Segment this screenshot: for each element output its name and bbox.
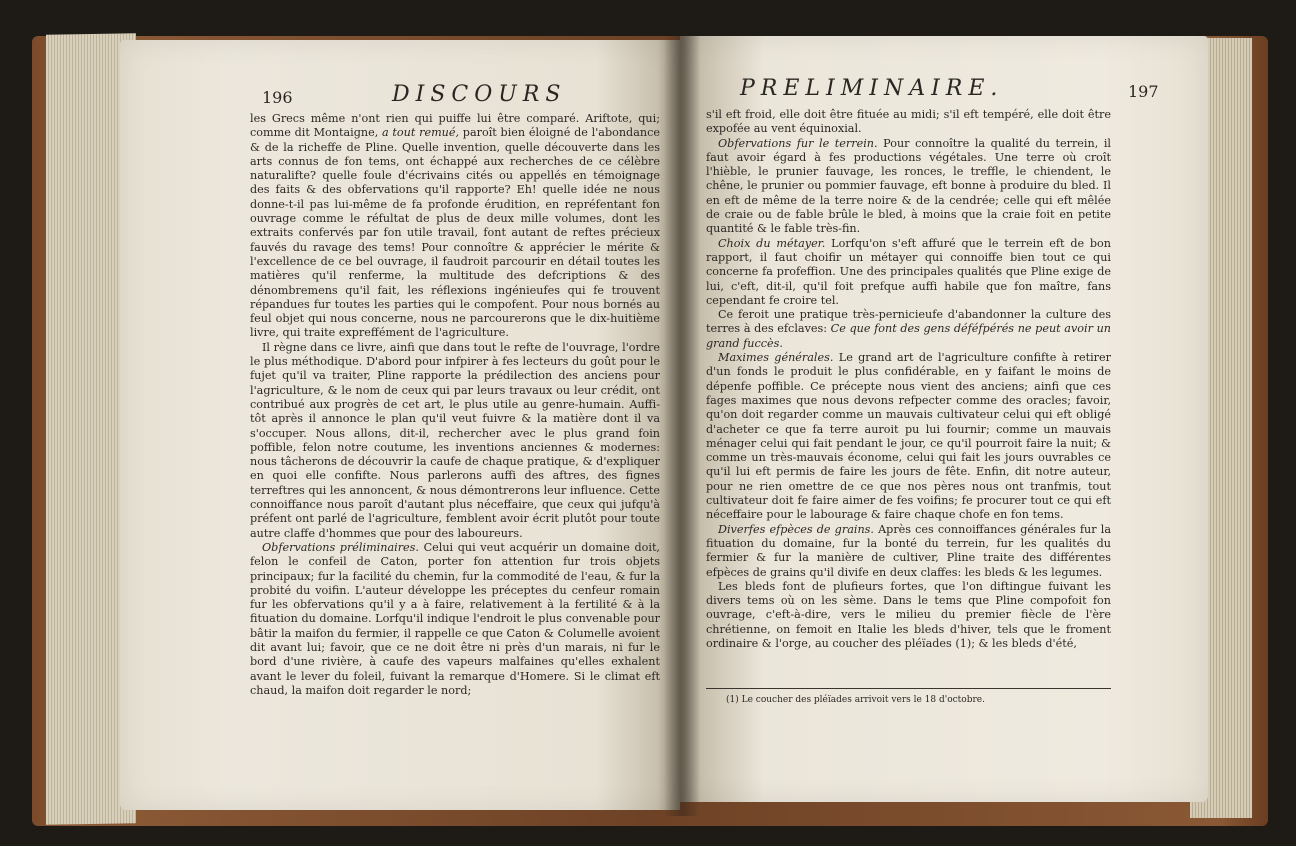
paragraph — [706, 237, 1111, 308]
italic-text: Choix du métayer. — [718, 236, 826, 250]
text-run: Le grand art de l'agriculture confifte à retirer d'un fonds le produit le plus confidérable, en y faifant le moins de dépenfe poffible. Ce précepte nous vient des anciens; ainfi que ces fages maximes que nous devons refpecter comme des oracles; favoir, qu'on doit regarder comme un mauvais cultivateur celui qui eft obligé d'acheter ce que fa terre auroit pu lui fournir; comme un mauvais ménager celui qui fait pendant le jour, ce qu'il pourroit faire la nuit; & comme un très-mauvais économe, celui qui fait les jours ouvrables ce qu'il lui eft permis de faire les jours de fête. Enfin, dit notre auteur, pour ne rien omettre de ce que nos pères nous ont tranfmis, tout cultivateur doit fe faire aimer de fes voifins; fe procurer tout ce qui eft néceffaire pour le labourage & faire chaque chofe en fon tems. — [706, 351, 1111, 522]
gutter-shadow — [664, 36, 700, 816]
paragraph — [250, 112, 660, 341]
running-head: DISCOURS — [392, 82, 567, 107]
left-page — [120, 40, 680, 810]
footnote-rule — [706, 688, 1111, 689]
text-run: Lorfqu'on s'eft affuré que le terrein eft de bon rapport, il faut choifir un métayer qui connoiffe bien tout ce qui concerne fa profeffion. Une des principales qualités que Pline exige de lui, c'eft, dit-il, qu'il foit prefque auffi habile que fon maître, fans cependant fe croire tel. — [706, 236, 1112, 307]
body-text — [250, 112, 660, 698]
text-run: Pour connoître la qualité du terrein, il faut avoir égard à fes productions végétales. Une terre où croît l'hièble, le prunier fauvage, les ronces, le treffle, le chiendent, le chêne, le prunier ou pommier fauvage, eft bonne à produire du bled. Il en eft de même de la terre noire & de la cendrée; celle qui eft mêlée de craie ou de fable brûle le bled, à moins que la craie foit en petite quantité & le fable très-fin. — [706, 136, 1111, 236]
italic-text: Ce que font des gens déféfpérés ne peut avoir un grand fuccès. — [706, 322, 1111, 350]
paragraph — [706, 108, 1111, 137]
body-text — [706, 108, 1111, 651]
paragraph — [706, 137, 1111, 237]
paragraph — [706, 580, 1111, 651]
text-run: les Grecs même n'ont rien qui puiffe lui être comparé. Ariftote, qui; comme dit Montaigne, — [250, 112, 660, 140]
text-run: s'il eft froid, elle doit être fituée au midi; s'il eft tempéré, elle doit être expofée au vent équinoxial. — [706, 108, 1111, 136]
paragraph — [250, 541, 660, 698]
page-number: 197 — [1128, 82, 1159, 101]
paragraph — [706, 523, 1111, 580]
paragraph — [250, 341, 660, 541]
italic-text: Obfervations fur le terrein. — [718, 136, 878, 150]
text-run: Celui qui veut acquérir un domaine doit, felon le confeil de Caton, porter fon attention fur trois objets principaux; fur la facilité du chemin, fur la commodité de l'eau, & fur la probité du voifin. L'auteur développe les préceptes du cenfeur romain fur les obfervations qu'il y a à faire, relativement à la fertilité & à la fituation du domaine. Lorfqu'il indique l'endroit le plus convenable pour bâtir la maifon du fermier, il rappelle ce que Caton & Columelle avoient dit avant lui; favoir, que ce ne doit être ni près d'un marais, ni fur le bord d'une rivière, à caufe des vapeurs malfaines qu'elles exhalent avant le lever du foleil, fuivant la remarque d'Homere. Si le climat eft chaud, la maifon doit regarder le nord; — [250, 540, 660, 697]
italic-text: a tout remué, — [382, 126, 460, 140]
italic-text: Diverfes efpèces de grains. — [718, 522, 874, 536]
running-head: PRELIMINAIRE. — [740, 76, 1004, 101]
text-run: Les bleds font de plufieurs fortes, que l'on diftingue fuivant les divers tems où on les sème. Dans le tems que Pline compofoit fon ouvrage, c'eft-à-dire, vers le milieu du premier fiècle de l'ère chrétienne, on femoit en Italie les bleds d'hiver, tels que le froment ordinaire & l'orge, au coucher des pléïades (1); & les bleds d'été, — [706, 579, 1111, 650]
text-run: Il règne dans ce livre, ainfi que dans tout le refte de l'ouvrage, l'ordre le plus méthodique. D'abord pour infpirer à fes lecteurs du goût pour le fujet qu'il va traiter, Pline rapporte la prédilection des anciens pour l'agriculture, & le nom de ceux qui par leurs travaux ou leur crédit, ont contribué aux progrès de cet art, le plus utile au genre-humain. Auffi-tôt après il annonce le plan qu'il veut fuivre & la matière dont il va s'occuper. Nous allons, dit-il, rechercher avec le plus grand foin poffible, felon notre coutume, les inventions anciennes & modernes: nous tâcherons de découvrir la caufe de chaque pratique, & d'expliquer en quoi elle confifte. Nous parlerons auffi des aftres, des fignes terreftres qui les annoncent, & nous démontrerons leur influence. Cette connoiffance nous paroît d'autant plus néceffaire, que ceux qui jufqu'à préfent ont parlé de l'agriculture, femblent avoir écrit plutôt pour toute autre claffe d'hommes que pour des laboureurs. — [250, 340, 660, 540]
text-run: Après ces connoiffances générales fur la fituation du domaine, fur la bonté du terrein, fur les qualités du fermier & fur la manière de cultiver, Pline traite des différentes efpèces de grains qu'il divife en deux claffes: les bleds & les legumes. — [706, 522, 1111, 579]
italic-text: Maximes générales. — [718, 351, 834, 365]
page-number: 196 — [262, 88, 293, 107]
paragraph — [706, 351, 1111, 523]
right-page — [680, 36, 1208, 802]
paragraph — [706, 308, 1111, 351]
footnote: (1) Le coucher des pléïades arrivoit vers le 18 d'octobre. — [726, 695, 985, 705]
text-run: Ce feroit une pratique très-pernicieufe d'abandonner la culture des terres à des efclaves: — [706, 308, 1111, 336]
text-run: paroît bien éloigné de l'abondance & de la richeffe de Pline. Quelle invention, quelle découverte dans les arts connus de fon tems, ont échappé aux recherches de ce célèbre naturalifte? quelle foule d'écrivains cités ou appellés en témoignage des faits & des obfervations qu'il rapporte? Eh! quelle idée ne nous donne-t-il pas lui-même de fa profonde érudition, en repréfentant fon ouvrage comme le réfultat de plus de deux mille volumes, dont les extraits confervés par fon utile travail, font autant de reftes précieux fauvés du ravage des tems! Pour connoître & apprécier le mérite & l'excellence de ce bel ouvrage, il faudroit parcourir en détail toutes les matières qu'il renferme, la multitude des defcriptions & des dénombremens qu'il fait, les réflexions ingénieufes qui fe trouvent répandues fur toutes les parties qui le compofent. Pour nous bornés au feul objet qui nous concerne, nous ne parcourerons que le dix-huitième livre, qui traite expreffément de l'agriculture. — [250, 126, 660, 340]
italic-text: Obfervations préliminaires. — [262, 540, 419, 554]
